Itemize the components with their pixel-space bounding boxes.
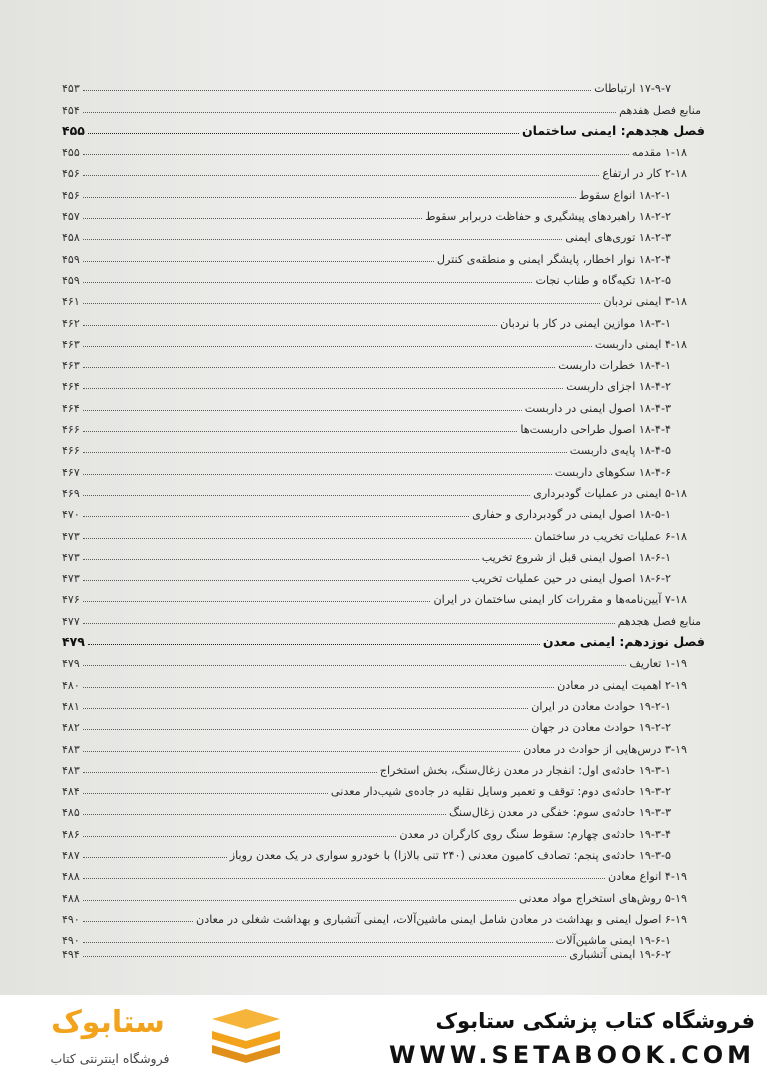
toc-page-number: ۴۷۹ bbox=[62, 634, 85, 650]
toc-leader-dots bbox=[83, 516, 469, 517]
toc-entry-title: ۱۸-۶-۱ اصول ایمنی قبل از شروع تخریب bbox=[481, 550, 671, 564]
toc-entry-title: ۱۹-۳-۱ حادثه‌ی اول: انفجار در معدن زغال‌سنگ، بخش استخراج bbox=[379, 763, 671, 777]
toc-page-number: ۴۵۵ bbox=[62, 122, 85, 138]
toc-entry-title: ۱۹-۳-۳ حادثه‌ی سوم: خفگی در معدن زغال‌سنگ bbox=[449, 806, 671, 820]
toc-entry bbox=[62, 543, 705, 564]
toc-leader-dots bbox=[83, 623, 615, 624]
toc-entry bbox=[62, 95, 705, 116]
toc-entry-title: ۱۸-۴-۱ خطرات داربست bbox=[558, 359, 671, 373]
toc-leader-dots bbox=[83, 474, 552, 475]
toc-page-number: ۴۷۳ bbox=[62, 529, 80, 543]
toc-entry bbox=[62, 159, 705, 180]
toc-entry bbox=[62, 479, 705, 500]
store-logo-wordmark: ستابوک bbox=[51, 1005, 165, 1040]
toc-page-number: ۴۵۶ bbox=[62, 188, 80, 202]
toc-entry bbox=[62, 266, 705, 287]
toc-entry bbox=[62, 649, 705, 670]
toc-page-number: ۴۶۷ bbox=[62, 465, 80, 479]
toc-page-number: ۴۶۲ bbox=[62, 316, 80, 330]
toc-entry bbox=[62, 372, 705, 393]
toc-leader-dots bbox=[83, 90, 591, 91]
toc-leader-dots bbox=[83, 175, 600, 176]
toc-entry-title: ۱۸-۲-۳ توری‌های ایمنی bbox=[565, 231, 671, 245]
toc-leader-dots bbox=[83, 729, 529, 730]
toc-entry-title: فصل هجدهم: ایمنی ساختمان bbox=[521, 122, 705, 138]
toc-entry bbox=[62, 244, 705, 265]
toc-leader-dots bbox=[83, 388, 563, 389]
toc-entry bbox=[62, 74, 705, 95]
toc-entry bbox=[62, 436, 705, 457]
toc-entry bbox=[62, 351, 705, 372]
toc-leader-dots bbox=[83, 218, 422, 219]
toc-page-number: ۴۸۷ bbox=[62, 848, 80, 862]
toc-entry-title: ۱۸-۲-۴ نوار اخطار، پایشگر ایمنی و منطقه‌ی کنترل bbox=[436, 252, 671, 266]
toc-entry bbox=[62, 202, 705, 223]
toc-chapter-heading bbox=[62, 628, 705, 649]
toc-page-number: ۴۸۳ bbox=[62, 742, 80, 756]
toc-leader-dots bbox=[88, 133, 519, 134]
toc-page-number: ۴۹۴ bbox=[62, 948, 80, 962]
toc-page-number: ۴۷۶ bbox=[62, 593, 80, 607]
toc-page-number: ۴۷۳ bbox=[62, 550, 80, 564]
toc-leader-dots bbox=[83, 154, 629, 155]
store-banner bbox=[0, 995, 767, 1080]
toc-entry-title: ۱۹-۲-۲ حوادث معادن در جهان bbox=[531, 721, 671, 735]
toc-entry bbox=[62, 670, 705, 691]
toc-entry-title: ۳-۱۹ درس‌هایی از حوادث در معادن bbox=[523, 742, 687, 756]
toc-leader-dots bbox=[83, 367, 556, 368]
toc-entry bbox=[62, 308, 705, 329]
toc-entry-title: ۵-۱۹ روش‌های استخراج مواد معدنی bbox=[519, 891, 687, 905]
toc-entry bbox=[62, 521, 705, 542]
toc-page-number: ۴۸۴ bbox=[62, 785, 80, 799]
toc-leader-dots bbox=[83, 261, 434, 262]
toc-page-number: ۴۸۰ bbox=[62, 678, 80, 692]
toc-entry-title: ۱۸-۴-۴ اصول طراحی داربست‌ها bbox=[520, 423, 671, 437]
table-of-contents bbox=[62, 74, 705, 961]
toc-entry-title: ۱۸-۴-۳ اصول ایمنی در داربست bbox=[524, 401, 671, 415]
toc-page-number: ۴۶۴ bbox=[62, 380, 80, 394]
toc-page-number: ۴۸۸ bbox=[62, 870, 80, 884]
toc-entry-title: ۲-۱۸ کار در ارتفاع bbox=[602, 167, 687, 181]
toc-page-number: ۴۵۳ bbox=[62, 82, 80, 96]
toc-entry bbox=[62, 393, 705, 414]
toc-leader-dots bbox=[83, 942, 553, 943]
toc-leader-dots bbox=[83, 495, 530, 496]
toc-leader-dots bbox=[88, 644, 540, 645]
toc-entry bbox=[62, 330, 705, 351]
toc-entry bbox=[62, 734, 705, 755]
toc-entry-title: ۱۹-۶-۱ ایمنی ماشین‌آلات bbox=[555, 934, 671, 948]
toc-entry bbox=[62, 500, 705, 521]
toc-entry-title: ۱۸-۲-۵ تکیه‌گاه و طناب نجات bbox=[535, 273, 671, 287]
toc-leader-dots bbox=[83, 751, 520, 752]
toc-entry bbox=[62, 180, 705, 201]
toc-entry bbox=[62, 415, 705, 436]
toc-entry-title: ۴-۱۸ ایمنی داربست bbox=[594, 337, 687, 351]
toc-entry-title: ۵-۱۸ ایمنی در عملیات گودبرداری bbox=[533, 486, 687, 500]
toc-entry bbox=[62, 862, 705, 883]
toc-leader-dots bbox=[83, 559, 479, 560]
toc-page-number: ۴۵۹ bbox=[62, 252, 80, 266]
toc-entry bbox=[62, 692, 705, 713]
toc-entry bbox=[62, 457, 705, 478]
toc-entry-title: ۱۸-۲-۱ انواع سقوط bbox=[578, 188, 671, 202]
toc-leader-dots bbox=[83, 431, 518, 432]
toc-entry-title: ۶-۱۹ اصول ایمنی و بهداشت در معادن شامل ایمنی ماشین‌آلات، ایمنی آتشباری و بهداشت شغلی در معادن bbox=[196, 912, 687, 926]
toc-entry bbox=[62, 926, 705, 947]
toc-leader-dots bbox=[83, 303, 601, 304]
toc-page-number: ۴۹۰ bbox=[62, 912, 80, 926]
toc-entry-title: ۱۸-۳-۱ موازین ایمنی در کار با نردبان bbox=[500, 316, 671, 330]
toc-leader-dots bbox=[83, 878, 605, 879]
toc-entry bbox=[62, 819, 705, 840]
toc-leader-dots bbox=[83, 346, 592, 347]
toc-entry bbox=[62, 798, 705, 819]
toc-entry-title: ۱-۱۸ مقدمه bbox=[631, 146, 687, 160]
toc-leader-dots bbox=[83, 836, 397, 837]
toc-entry bbox=[62, 564, 705, 585]
toc-entry-title: ۱۸-۵-۱ اصول ایمنی در گودبرداری و حفاری bbox=[472, 508, 671, 522]
toc-entry-title: ۱۸-۴-۵ پایه‌ی داربست bbox=[569, 444, 671, 458]
toc-leader-dots bbox=[83, 580, 469, 581]
book-stack-logo-icon bbox=[210, 1009, 282, 1067]
toc-entry-title: ۱۸-۴-۲ اجزای داربست bbox=[566, 380, 671, 394]
toc-leader-dots bbox=[83, 410, 522, 411]
toc-entry bbox=[62, 287, 705, 308]
toc-page-number: ۴۶۴ bbox=[62, 401, 80, 415]
toc-page-number: ۴۸۱ bbox=[62, 699, 80, 713]
toc-entry-title: فصل نوزدهم: ایمنی معدن bbox=[542, 634, 705, 650]
toc-page-number: ۴۹۰ bbox=[62, 934, 80, 948]
store-url[interactable]: WWW.SETABOOK.COM bbox=[388, 1041, 755, 1069]
toc-entry bbox=[62, 223, 705, 244]
toc-page-number: ۴۵۶ bbox=[62, 167, 80, 181]
toc-page-number: ۴۵۷ bbox=[62, 210, 80, 224]
toc-entry bbox=[62, 756, 705, 777]
toc-chapter-heading bbox=[62, 117, 705, 138]
toc-entry-title: ۱۹-۳-۲ حادثه‌ی دوم: توقف و تعمیر وسایل نقلیه در جاده‌ی شیب‌دار معدنی bbox=[330, 785, 671, 799]
toc-leader-dots bbox=[83, 601, 431, 602]
toc-entry-title: ۴-۱۹ انواع معادن bbox=[608, 870, 687, 884]
toc-entry-title: ۶-۱۸ عملیات تخریب در ساختمان bbox=[534, 529, 687, 543]
store-logo-tagline: فروشگاه اینترنتی کتاب bbox=[50, 1051, 170, 1066]
toc-entry-title: ۱۹-۲-۱ حوادث معادن در ایران bbox=[531, 699, 671, 713]
toc-page-number: ۴۸۵ bbox=[62, 806, 80, 820]
toc-entry-title: ۱۹-۳-۴ حادثه‌ی چهارم: سقوط سنگ روی کارگران در معدن bbox=[399, 827, 671, 841]
toc-entry-title: ۳-۱۸ ایمنی نردبان bbox=[603, 295, 687, 309]
toc-page-number: ۴۵۴ bbox=[62, 103, 80, 117]
toc-page-number: ۴۶۶ bbox=[62, 444, 80, 458]
toc-page-number: ۴۷۳ bbox=[62, 572, 80, 586]
toc-leader-dots bbox=[83, 708, 528, 709]
toc-entry bbox=[62, 585, 705, 606]
toc-page-number: ۴۶۹ bbox=[62, 486, 80, 500]
toc-entry bbox=[62, 905, 705, 926]
toc-entry-title: ۱۷-۹-۷ ارتباطات bbox=[594, 82, 671, 96]
toc-page-number: ۴۶۳ bbox=[62, 359, 80, 373]
toc-entry bbox=[62, 777, 705, 798]
toc-leader-dots bbox=[83, 956, 566, 957]
toc-entry-title: ۱۸-۴-۶ سکوهای داربست bbox=[554, 465, 671, 479]
toc-leader-dots bbox=[83, 325, 497, 326]
toc-entry bbox=[62, 841, 705, 862]
toc-entry-title: منابع فصل هجدهم bbox=[617, 614, 701, 628]
toc-leader-dots bbox=[83, 687, 554, 688]
toc-page-number: ۴۷۰ bbox=[62, 508, 80, 522]
toc-leader-dots bbox=[83, 665, 627, 666]
toc-entry-title: ۱۹-۶-۲ ایمنی آتشباری bbox=[569, 948, 671, 962]
toc-entry-title: ۱۸-۲-۲ راهبردهای پیشگیری و حفاظت دربرابر سقوط bbox=[425, 210, 671, 224]
toc-leader-dots bbox=[83, 282, 533, 283]
toc-entry-title: ۱-۱۹ تعاریف bbox=[629, 657, 687, 671]
toc-page-number: ۴۵۵ bbox=[62, 146, 80, 160]
toc-entry bbox=[62, 713, 705, 734]
toc-entry bbox=[62, 883, 705, 904]
toc-entry-title: ۱۸-۶-۲ اصول ایمنی در حین عملیات تخریب bbox=[471, 572, 671, 586]
toc-entry-title: ۲-۱۹ اهمیت ایمنی در معادن bbox=[557, 678, 687, 692]
toc-entry-title: منابع فصل هفدهم bbox=[619, 103, 701, 117]
toc-page-number: ۴۸۶ bbox=[62, 827, 80, 841]
toc-entry bbox=[62, 606, 705, 627]
toc-leader-dots bbox=[83, 814, 446, 815]
toc-leader-dots bbox=[83, 921, 193, 922]
store-name: فروشگاه کتاب پزشکی ستابوک bbox=[435, 1009, 755, 1033]
toc-leader-dots bbox=[83, 857, 227, 858]
toc-leader-dots bbox=[83, 112, 616, 113]
toc-page-number: ۴۵۹ bbox=[62, 273, 80, 287]
toc-leader-dots bbox=[83, 239, 563, 240]
toc-entry-title: ۱۹-۳-۵ حادثه‌ی پنجم: تصادف کامیون معدنی (۲۴۰ تنی بالازا) با خودرو سواری در یک معدن روباز bbox=[229, 848, 671, 862]
toc-leader-dots bbox=[83, 197, 576, 198]
toc-leader-dots bbox=[83, 900, 516, 901]
toc-page-number: ۴۷۷ bbox=[62, 614, 80, 628]
toc-page-number: ۴۶۶ bbox=[62, 423, 80, 437]
toc-page-number: ۴۵۸ bbox=[62, 231, 80, 245]
toc-leader-dots bbox=[83, 538, 532, 539]
toc-page-number: ۴۸۳ bbox=[62, 763, 80, 777]
toc-page-number: ۴۶۱ bbox=[62, 295, 80, 309]
toc-entry bbox=[62, 138, 705, 159]
toc-leader-dots bbox=[83, 793, 328, 794]
toc-page-number: ۴۶۳ bbox=[62, 337, 80, 351]
toc-entry bbox=[62, 947, 705, 961]
toc-page-number: ۴۸۲ bbox=[62, 721, 80, 735]
toc-entry-title: ۷-۱۸ آیین‌نامه‌ها و مقررات کار ایمنی ساختمان در ایران bbox=[433, 593, 687, 607]
toc-leader-dots bbox=[83, 772, 377, 773]
toc-page-number: ۴۷۹ bbox=[62, 657, 80, 671]
toc-leader-dots bbox=[83, 452, 567, 453]
toc-page-number: ۴۸۸ bbox=[62, 891, 80, 905]
